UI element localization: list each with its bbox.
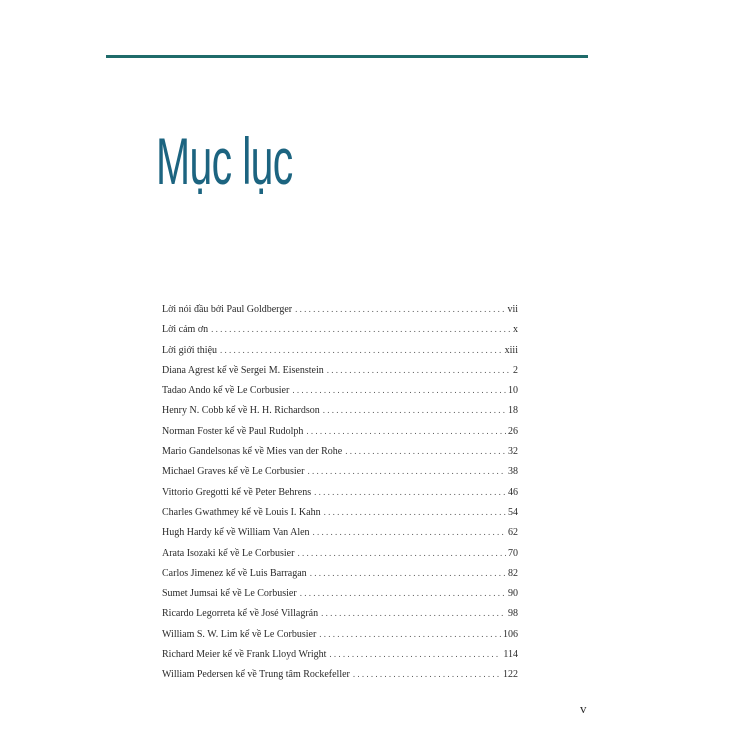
toc-dot-leader <box>300 583 506 603</box>
toc-entry <box>162 502 518 522</box>
toc-entry-title: Vittorio Gregotti kể về Peter Behrens <box>162 486 312 498</box>
toc-dot-leader <box>220 340 503 360</box>
toc-entry-page: 18 <box>508 405 518 417</box>
toc-dot-leader <box>345 441 506 461</box>
toc-entry <box>162 360 518 380</box>
toc-entry-title: Lời nói đầu bởi Paul Goldberger <box>162 304 293 315</box>
toc-entry-title: Diana Agrest kể về Sergei M. Eisenstein <box>162 364 324 376</box>
toc-entry-page: 10 <box>508 385 518 397</box>
toc-entry-title: Ricardo Legorreta kể về José Villagrán <box>162 608 319 620</box>
toc-entry-page: 122 <box>503 669 518 681</box>
toc-entry <box>162 421 518 441</box>
toc-dot-leader <box>353 664 501 684</box>
toc-entry <box>162 461 518 481</box>
top-rule <box>106 55 588 58</box>
toc-entry <box>162 644 518 664</box>
toc-dot-leader <box>310 563 506 583</box>
toc-dot-leader <box>307 461 506 481</box>
toc-entry <box>162 441 518 461</box>
toc-entry-title: Mario Gandelsonas kể về Mies van der Rohe <box>162 446 343 458</box>
toc-dot-leader <box>313 522 506 542</box>
toc-entry-title: Sumet Jumsai kể về Le Corbusier <box>162 588 297 600</box>
toc-dot-leader <box>314 482 506 502</box>
toc-dot-leader <box>306 421 506 441</box>
toc-entry <box>162 482 518 502</box>
toc-dot-leader <box>324 502 506 522</box>
toc-dot-leader <box>319 624 501 644</box>
toc-entry-page: 38 <box>508 466 518 478</box>
toc-entry-page: 114 <box>503 649 518 661</box>
toc-entry <box>162 603 518 623</box>
toc-dot-leader <box>321 603 506 623</box>
toc-entry-title: Tadao Ando kể về Le Corbusier <box>162 385 290 397</box>
toc-entry-page: vii <box>507 304 518 315</box>
toc-entry-page: 82 <box>508 567 518 579</box>
toc-entry-title: Norman Foster kể về Paul Rudolph <box>162 425 304 437</box>
toc-entry-page: xiii <box>504 344 518 356</box>
toc-entry <box>162 319 518 339</box>
toc-dot-leader <box>295 299 505 319</box>
toc-entry-page: x <box>513 324 518 336</box>
toc-entry-title: Henry N. Cobb kể về H. H. Richardson <box>162 405 320 417</box>
toc-dot-leader <box>297 543 506 563</box>
toc-entry-title: Richard Meier kể về Frank Lloyd Wright <box>162 649 327 661</box>
toc-entry <box>162 380 518 400</box>
toc-entry <box>162 624 518 644</box>
toc-dot-leader <box>323 400 506 420</box>
toc-entry-page: 32 <box>508 446 518 458</box>
toc-entry-title: William S. W. Lim kể về Le Corbusier <box>162 628 317 640</box>
toc-dot-leader <box>329 644 501 664</box>
toc-dot-leader <box>327 360 511 380</box>
toc-entry <box>162 664 518 684</box>
toc-entry-page: 26 <box>508 425 518 437</box>
toc-entry-title: Charles Gwathmey kể về Louis I. Kahn <box>162 506 321 518</box>
toc-entry-page: 54 <box>508 506 518 518</box>
page-number: v <box>580 701 587 716</box>
toc-entry <box>162 583 518 603</box>
toc-entry-title: Hugh Hardy kể về William Van Alen <box>162 527 310 539</box>
toc-entry <box>162 563 518 583</box>
toc-entry-page: 62 <box>508 527 518 539</box>
toc-entry-page: 2 <box>513 364 518 376</box>
toc-entry <box>162 299 518 319</box>
toc-dot-leader <box>211 319 511 339</box>
toc-entry <box>162 543 518 563</box>
toc-entry-page: 106 <box>503 628 518 640</box>
toc-heading: Mục lục <box>156 124 293 198</box>
toc-entry <box>162 400 518 420</box>
toc-entry-page: 98 <box>508 608 518 620</box>
toc-entry <box>162 340 518 360</box>
toc-dot-leader <box>292 380 506 400</box>
toc-entry <box>162 522 518 542</box>
toc-entry-page: 90 <box>508 588 518 600</box>
toc-entry-page: 46 <box>508 486 518 498</box>
toc-entry-title: William Pedersen kể về Trung tâm Rockefeller <box>162 669 350 681</box>
toc-entry-title: Lời giới thiệu <box>162 344 218 356</box>
toc-entry-title: Michael Graves kể về Le Corbusier <box>162 466 305 478</box>
toc-entry-title: Arata Isozaki kể về Le Corbusier <box>162 547 295 559</box>
toc-entry-page: 70 <box>508 547 518 559</box>
toc-entry-title: Carlos Jimenez kể về Luis Barragan <box>162 567 307 579</box>
toc-list <box>162 299 518 685</box>
toc-entry-title: Lời cảm ơn <box>162 324 209 336</box>
